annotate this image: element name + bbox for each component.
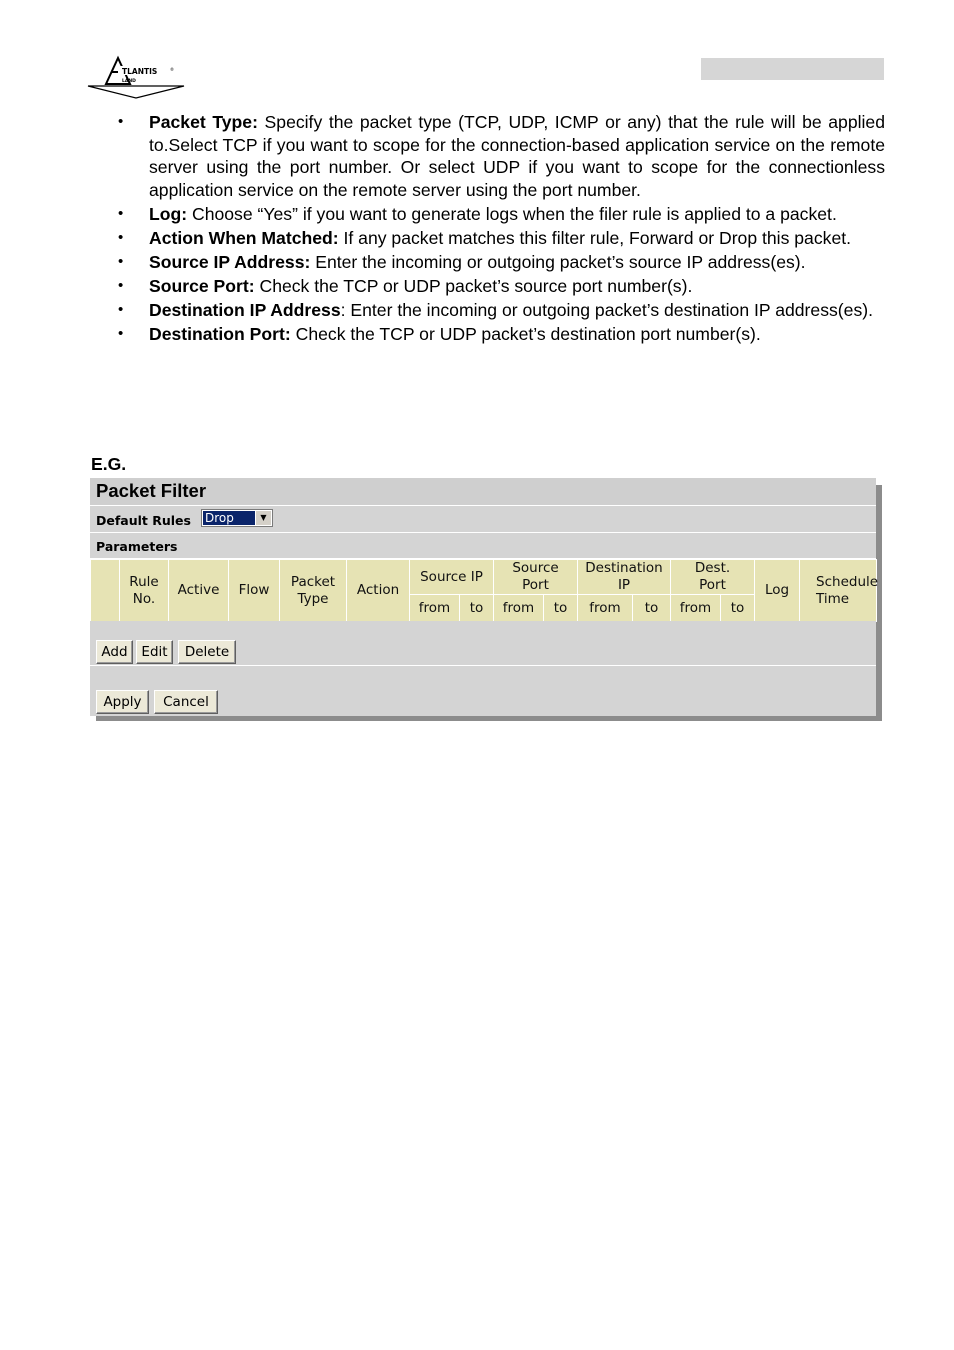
table-header-source-ip-to: to <box>460 595 494 622</box>
page-title: Packet Filter <box>96 480 207 501</box>
example-label: E.G. <box>91 454 127 474</box>
table-header-packet-type: Packet Type <box>280 560 347 622</box>
table-header-schedule-time: Schedule Time <box>800 560 877 622</box>
table-header-source-port-from: from <box>494 595 544 622</box>
list-item: • Source IP Address: Enter the incoming or outgoing packet’s source IP address(es). <box>118 251 806 272</box>
apply-button[interactable]: Apply <box>96 690 149 714</box>
delete-button[interactable]: Delete <box>178 640 236 664</box>
list-item: • Action When Matched: If any packet matches this filter rule, Forward or Drop this packet. <box>118 227 851 248</box>
list-item: • Destination IP Address: Enter the incoming or outgoing packet’s destination IP address(es). <box>118 299 873 320</box>
table-header-flow: Flow <box>229 560 280 622</box>
chevron-down-icon[interactable]: ▼ <box>255 511 271 525</box>
parameters-row <box>90 533 876 559</box>
list-item: • Log: Choose “Yes” if you want to generate logs when the filer rule is applied to a packet. <box>118 203 837 224</box>
table-header-dest-port-to: to <box>721 595 755 622</box>
edit-button[interactable]: Edit <box>136 640 173 664</box>
list-item: • Packet Type: Specify the packet type (TCP, UDP, ICMP or any) that the rule will be applied to.Select TCP if you want to scope for the connection-based application service on the remote server using the port number. Or select UDP if you want to scope for the connectionless application service on the remote server using the port number. <box>118 112 885 200</box>
panel-titlebar <box>90 478 876 506</box>
table-header-source-ip-from: from <box>410 595 460 622</box>
table-header-destination-ip-to: to <box>633 595 671 622</box>
parameters-label: Parameters <box>96 539 178 554</box>
list-item: • Destination Port: Check the TCP or UDP packet’s destination port number(s). <box>118 323 761 344</box>
default-rules-value: Drop <box>203 511 257 525</box>
table-header-destination-ip: Destination IP <box>578 560 671 595</box>
list-item: • Source Port: Check the TCP or UDP packet’s source port number(s). <box>118 275 693 296</box>
table-header-action: Action <box>347 560 410 622</box>
table-header-source-ip: Source IP <box>410 560 494 595</box>
parameter-descriptions <box>112 111 885 347</box>
table-header-dest-port: Dest. Port <box>671 560 755 595</box>
edit-buttons-row <box>90 621 876 666</box>
submit-buttons-row <box>90 666 876 716</box>
default-rules-select[interactable] <box>201 509 273 527</box>
svg-text:®: ® <box>170 67 174 72</box>
default-rules-label: Default Rules <box>96 513 191 528</box>
rules-table <box>90 559 877 622</box>
table-header-dest-port-from: from <box>671 595 721 622</box>
table-header-select <box>91 560 120 622</box>
table-header-source-port-to: to <box>544 595 578 622</box>
packet-filter-panel <box>90 478 879 716</box>
table-header-destination-ip-from: from <box>578 595 633 622</box>
table-header-log: Log <box>755 560 800 622</box>
svg-text:TLANTIS: TLANTIS <box>122 67 158 76</box>
cancel-button[interactable]: Cancel <box>154 690 218 714</box>
default-rules-row <box>90 506 876 533</box>
table-header-source-port: Source Port <box>494 560 578 595</box>
header-bar <box>701 58 884 80</box>
svg-text:LAND: LAND <box>122 79 136 84</box>
add-button[interactable]: Add <box>96 640 133 664</box>
table-header-active: Active <box>169 560 229 622</box>
atlantis-logo <box>86 54 186 100</box>
table-header-rule-no: Rule No. <box>120 560 169 622</box>
